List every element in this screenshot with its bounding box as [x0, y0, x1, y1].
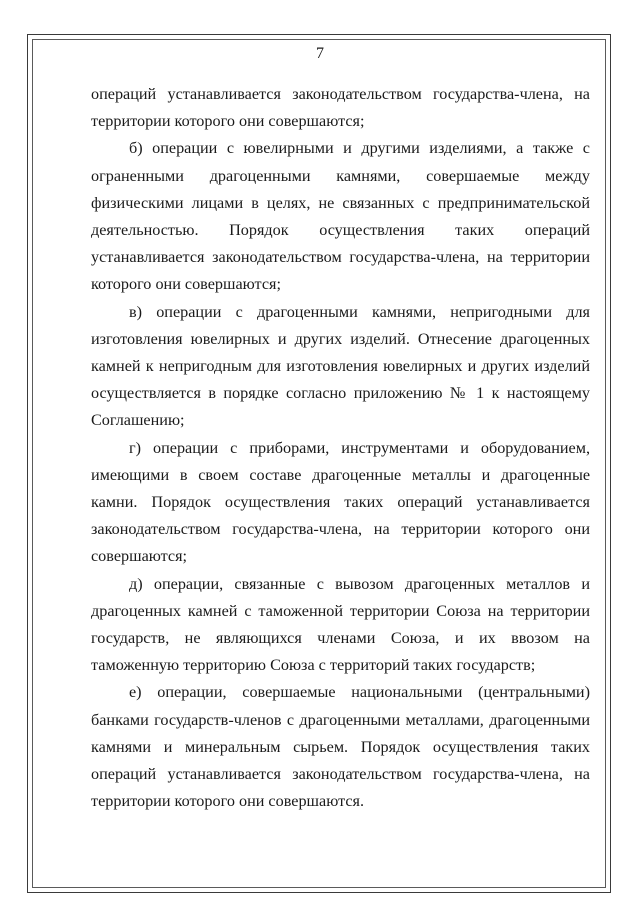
paragraph-item-e: е) операции, совершаемые национальными (центральными) банками государств-членов с драгоценными металлами, драгоценными камнями и минеральным сырьем. Порядок осуществления таких операций устанавливается законодательством государства-члена, на территории которого они совершаются. [91, 683, 590, 811]
paragraph-item-b: б) операции с ювелирными и другими изделиями, а также с ограненными драгоценными камнями, совершаемые между физическими лицами в целях, не связанных с предпринимательской деятельностью. Порядок осуществления таких операций устанавливается законодательством государства-члена, на территории которого они совершаются; [91, 139, 590, 294]
document-body [91, 81, 590, 815]
paragraph-continuation: операций устанавливается законодательством государства-члена, на территории которого они совершаются; [91, 85, 590, 131]
paragraph-item-g: г) операции с приборами, инструментами и оборудованием, имеющими в своем составе драгоценные металлы и драгоценные камни. Порядок осуществления таких операций устанавливается законодательством государства-члена, на территории которого они совершаются; [91, 438, 590, 566]
paragraph-item-d: д) операции, связанные с вывозом драгоценных металлов и драгоценных камней с таможенной территории Союза на территории государств, не являющихся членами Союза, и их ввозом на таможенную территорию Союза с территорий таких государств; [91, 574, 590, 675]
page-number: 7 [316, 45, 324, 62]
paragraph-item-v: в) операции с драгоценными камнями, непригодными для изготовления ювелирных и других изделий. Отнесение драгоценных камней к непригодным для изготовления ювелирных и других изделий осуществляется в порядке согласно приложению № 1 к настоящему Соглашению; [91, 302, 590, 430]
